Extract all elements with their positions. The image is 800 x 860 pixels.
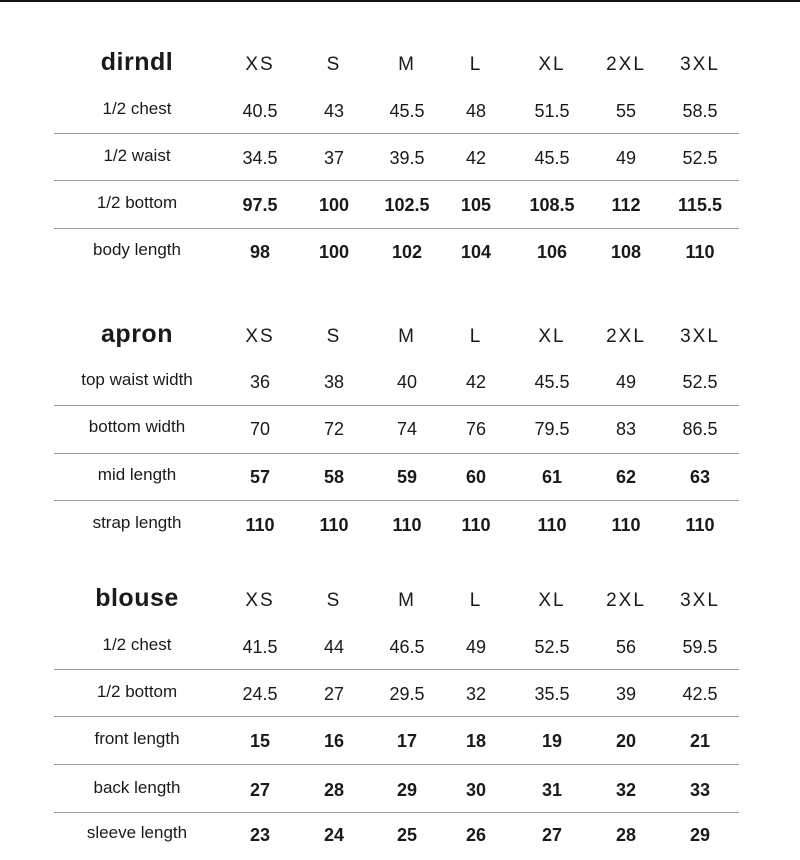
measurement-value: 29.5	[389, 684, 425, 704]
measurement-value: 97.5	[242, 195, 278, 215]
measurement-value: 63	[689, 467, 711, 487]
measurement-value: 45.5	[389, 101, 425, 121]
measurement-value: 49	[615, 372, 637, 392]
measurement-value: 106	[536, 242, 568, 262]
measurement-value: 57	[249, 467, 271, 487]
measurement-value: 59	[396, 467, 418, 487]
row-label: mid length	[97, 465, 177, 484]
measurement-value: 115.5	[677, 195, 723, 215]
size-header: M	[398, 590, 416, 611]
size-header: XL	[538, 326, 566, 347]
size-header: 2XL	[606, 590, 646, 611]
measurement-value: 39	[615, 684, 637, 704]
row-label: strap length	[92, 513, 182, 532]
row-label: 1/2 waist	[103, 146, 171, 165]
measurement-value: 70	[249, 419, 271, 439]
measurement-value: 40	[396, 372, 418, 392]
measurement-value: 76	[465, 419, 487, 439]
row-divider	[54, 764, 739, 765]
size-header: 2XL	[606, 326, 646, 347]
measurement-value: 72	[323, 419, 345, 439]
table-title: blouse	[95, 584, 179, 612]
size-header: 2XL	[606, 54, 646, 75]
measurement-value: 52.5	[682, 372, 718, 392]
measurement-value: 15	[249, 731, 271, 751]
measurement-value: 29	[396, 780, 418, 800]
measurement-value: 98	[249, 242, 271, 262]
measurement-value: 83	[615, 419, 637, 439]
measurement-value: 41.5	[242, 637, 278, 657]
top-border	[0, 0, 800, 2]
size-header: L	[469, 54, 483, 75]
size-header: XS	[245, 54, 275, 75]
measurement-value: 49	[615, 148, 637, 168]
row-label: 1/2 chest	[102, 99, 172, 118]
measurement-value: 24.5	[242, 684, 278, 704]
measurement-value: 30	[465, 780, 487, 800]
measurement-value: 24	[323, 825, 345, 845]
row-label: 1/2 bottom	[96, 193, 178, 212]
row-label: bottom width	[88, 417, 186, 436]
size-header: XL	[538, 590, 566, 611]
measurement-value: 58.5	[682, 101, 718, 121]
measurement-value: 110	[319, 515, 349, 535]
measurement-value: 28	[323, 780, 345, 800]
measurement-value: 21	[689, 731, 711, 751]
size-header: 3XL	[680, 54, 720, 75]
measurement-value: 35.5	[534, 684, 570, 704]
measurement-value: 32	[615, 780, 637, 800]
measurement-value: 33	[689, 780, 711, 800]
measurement-value: 17	[396, 731, 418, 751]
table-title: dirndl	[100, 48, 174, 76]
measurement-value: 42	[465, 372, 487, 392]
measurement-value: 40.5	[242, 101, 278, 121]
row-divider	[54, 669, 739, 670]
measurement-value: 45.5	[534, 372, 570, 392]
measurement-value: 110	[685, 515, 715, 535]
row-divider	[54, 812, 739, 813]
row-divider	[54, 716, 739, 717]
measurement-value: 74	[396, 419, 418, 439]
measurement-value: 110	[392, 515, 422, 535]
size-header: 3XL	[680, 590, 720, 611]
measurement-value: 102.5	[384, 195, 430, 215]
measurement-value: 36	[249, 372, 271, 392]
measurement-value: 51.5	[534, 101, 570, 121]
measurement-value: 29	[689, 825, 711, 845]
measurement-value: 62	[615, 467, 637, 487]
size-header: L	[469, 326, 483, 347]
row-divider	[54, 500, 739, 501]
measurement-value: 104	[460, 242, 492, 262]
measurement-value: 49	[465, 637, 487, 657]
size-header: 3XL	[680, 326, 720, 347]
row-label: 1/2 chest	[102, 635, 172, 654]
size-header: XS	[245, 326, 275, 347]
measurement-value: 48	[465, 101, 487, 121]
measurement-value: 32	[465, 684, 487, 704]
measurement-value: 105	[460, 195, 492, 215]
measurement-value: 100	[318, 242, 350, 262]
measurement-value: 110	[537, 515, 567, 535]
row-divider	[54, 453, 739, 454]
measurement-value: 110	[461, 515, 491, 535]
row-label: back length	[93, 778, 181, 797]
measurement-value: 108.5	[529, 195, 575, 215]
measurement-value: 100	[318, 195, 350, 215]
measurement-value: 86.5	[682, 419, 718, 439]
measurement-value: 23	[249, 825, 271, 845]
measurement-value: 42.5	[682, 684, 718, 704]
row-divider	[54, 405, 739, 406]
measurement-value: 110	[611, 515, 641, 535]
size-header: M	[398, 54, 416, 75]
measurement-value: 58	[323, 467, 345, 487]
measurement-value: 45.5	[534, 148, 570, 168]
measurement-value: 38	[323, 372, 345, 392]
measurement-value: 112	[611, 195, 641, 215]
measurement-value: 28	[615, 825, 637, 845]
measurement-value: 16	[323, 731, 345, 751]
row-label: body length	[93, 240, 181, 259]
size-header: XS	[245, 590, 275, 611]
measurement-value: 110	[245, 515, 275, 535]
row-label: sleeve length	[86, 823, 188, 842]
size-header: XL	[538, 54, 566, 75]
measurement-value: 37	[323, 148, 345, 168]
measurement-value: 27	[323, 684, 345, 704]
row-divider	[54, 228, 739, 229]
measurement-value: 52.5	[534, 637, 570, 657]
measurement-value: 26	[465, 825, 487, 845]
measurement-value: 39.5	[389, 148, 425, 168]
measurement-value: 43	[323, 101, 345, 121]
measurement-value: 56	[615, 637, 637, 657]
measurement-value: 46.5	[389, 637, 425, 657]
row-label: 1/2 bottom	[96, 682, 178, 701]
measurement-value: 20	[615, 731, 637, 751]
measurement-value: 19	[541, 731, 563, 751]
row-divider	[54, 133, 739, 134]
size-header: M	[398, 326, 416, 347]
measurement-value: 27	[541, 825, 563, 845]
measurement-value: 102	[391, 242, 423, 262]
measurement-value: 55	[615, 101, 637, 121]
measurement-value: 59.5	[682, 637, 718, 657]
measurement-value: 18	[465, 731, 487, 751]
size-header: S	[326, 54, 342, 75]
row-label: top waist width	[81, 370, 193, 389]
table-title: apron	[101, 320, 173, 348]
size-header: S	[326, 590, 342, 611]
measurement-value: 25	[396, 825, 418, 845]
measurement-value: 42	[465, 148, 487, 168]
measurement-value: 31	[541, 780, 563, 800]
size-header: S	[326, 326, 342, 347]
measurement-value: 110	[685, 242, 715, 262]
measurement-value: 60	[465, 467, 487, 487]
row-divider	[54, 180, 739, 181]
measurement-value: 27	[249, 780, 271, 800]
row-label: front length	[94, 729, 180, 748]
measurement-value: 61	[541, 467, 563, 487]
measurement-value: 44	[323, 637, 345, 657]
measurement-value: 79.5	[534, 419, 570, 439]
measurement-value: 108	[610, 242, 642, 262]
measurement-value: 52.5	[682, 148, 718, 168]
measurement-value: 34.5	[242, 148, 278, 168]
size-header: L	[469, 590, 483, 611]
